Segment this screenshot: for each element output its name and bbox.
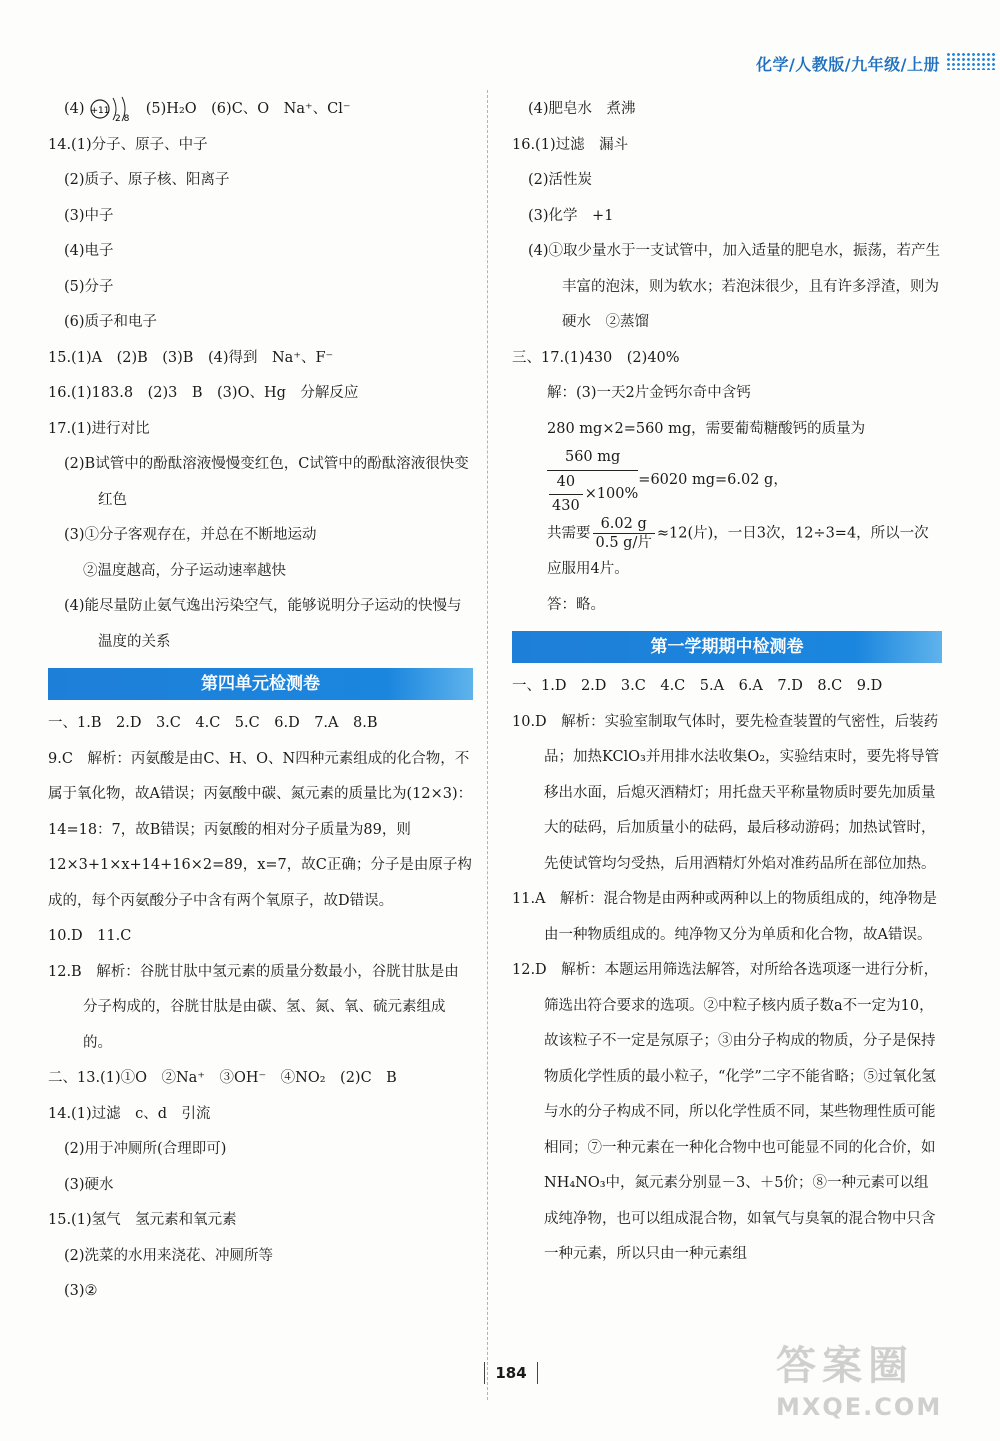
atom-nucleus-label: +11 [90, 106, 110, 116]
column-divider [487, 90, 488, 1400]
answer-line [48, 92, 473, 128]
answer-text: (5)H₂O (6)C、O Na⁺、Cl⁻ [145, 101, 351, 117]
answer-line: (4)肥皂水 煮沸 [528, 101, 636, 117]
answer-line: (2)质子、原子核、阳离子 [64, 172, 230, 188]
answer-line: 17.(1)进行对比 [48, 420, 150, 437]
answer-line: (4)①取少量水于一支试管中，加入适量的肥皂水，振荡，若产生丰富的泡沫，则为软水；若泡沫很少，且有许多浮渣，则为硬水 ②蒸馏 [528, 243, 941, 330]
answer-line: 10.D 11.C [48, 928, 132, 944]
left-column [48, 92, 473, 1310]
section-banner: 第一学期期中检测卷 [512, 631, 942, 663]
answer-line: 9.C 解析：丙氨酸是由C、H、O、N四种元素组成的化合物，不属于氧化物，故A错误；丙氨酸中碳、氮元素的质量比为(12×3)：14=18：7，故B错误；丙氨酸的相对分子质量为89，则12×3+1×x+14+16×2=89，x=7，故C正确；分子是由原子构成的，每个丙氨酸分子中含有两个氧原子，故D错误。 [48, 750, 473, 909]
answer-line: 11.A 解析：混合物是由两种或两种以上的物质组成的，纯净物是由一种物质组成的。纯净物又分为单质和化合物，故A错误。 [512, 891, 938, 943]
answer-line: 二、13.(1)①O ②Na⁺ ③OH⁻ ④NO₂ (2)C B [48, 1070, 397, 1086]
atom-shell-label: 2 8 [115, 114, 130, 124]
fraction-denominator: 0.5 g/片 [595, 535, 652, 551]
watermark-line: 答案圈 [776, 1343, 914, 1389]
answer-line: (3)② [64, 1283, 98, 1299]
answer-line: (3)①分子客观存在，并总在不断地运动 [64, 527, 317, 543]
answer-line: 14.(1)分子、原子、中子 [48, 136, 208, 153]
answer-line: 14.(1)过滤 c、d 引流 [48, 1105, 211, 1122]
answer-line: 12.B 解析：谷胱甘肽中氢元素的质量分数最小，谷胱甘肽是由分子构成的，谷胱甘肽是由碳、氢、氮、氧、硫元素组成的。 [48, 963, 459, 1051]
answer-line: 解：(3)一天2片金钙尔奇中含钙 [547, 385, 751, 401]
formula-line [512, 447, 942, 515]
answer-line: (5)分子 [64, 278, 114, 295]
answer-line: (4)电子 [64, 243, 114, 259]
fraction-numerator: 560 mg [547, 447, 638, 471]
answer-line [512, 515, 942, 588]
section-banner: 第四单元检测卷 [48, 668, 473, 700]
answer-text: ≈12(片)，一日3次，12÷3=4，所以一次应服用4片。 [547, 525, 929, 577]
answer-line: (3)硬水 [64, 1176, 114, 1193]
answer-line: (3)中子 [64, 207, 114, 224]
answer-line: 16.(1)183.8 (2)3 B (3)O、Hg 分解反应 [48, 385, 359, 401]
right-column [512, 92, 942, 1273]
answer-text: (4) [64, 101, 85, 117]
answer-line: 10.D 解析：实验室制取气体时，要先检查装置的气密性，后装药品；加热KClO₃并用排水法收集O₂，实验结束时，要先将导管移出水面，后熄灭酒精灯；用托盘天平称量物质时要先加质量大的砝码，后加质量小的砝码，最后移动游码；加热试管时，先使试管均匀受热，后用酒精灯外焰对准药品所在部位加热。 [512, 713, 940, 872]
answer-line: 16.(1)过滤 漏斗 [512, 136, 629, 153]
inner-denominator: 430 [552, 498, 580, 514]
answer-line: (2)用于冲厕所(合理即可) [64, 1141, 227, 1157]
percent-factor: ×100% [584, 486, 639, 502]
answer-line: 三、17.(1)430 (2)40% [512, 349, 680, 366]
answer-line: (2)洗菜的水用来浇花、冲厕所等 [64, 1247, 274, 1264]
tablet-fraction [593, 515, 655, 552]
answer-line: 280 mg×2=560 mg，需要葡萄糖酸钙的质量为 [547, 420, 866, 437]
watermark-line: MXQE.COM [776, 1393, 943, 1421]
header-dots-decoration [946, 52, 996, 70]
answer-line: 15.(1)A (2)B (3)B (4)得到 Na⁺、F⁻ [48, 349, 334, 366]
fraction-denominator [547, 471, 638, 515]
answer-line: (6)质子和电子 [64, 314, 158, 330]
answer-line: ②温度越高，分子运动速率越快 [83, 562, 286, 579]
answer-line: (3)化学 +1 [528, 207, 614, 224]
answer-line: 一、1.D 2.D 3.C 4.C 5.A 6.A 7.D 8.C 9.D [512, 678, 883, 694]
answer-line: (2)活性炭 [528, 172, 593, 188]
formula-result: =6020 mg=6.02 g， [638, 472, 788, 489]
answer-line: 12.D 解析：本题运用筛选法解答，对所给各选项逐一进行分析，筛选出符合要求的选项。②中粒子核内质子数a不一定为10，故该粒子不一定是氖原子；③由分子构成的物质，分子是保持物质化学性质的最小粒子，“化学”二字不能省略；⑤过氧化氢与水的分子构成不同，所以化学性质不同，某些物理性质可能相同；⑦一种元素在一种化合物中也可能显不同的化合价，如NH₄NO₃中，氮元素分别显－3、＋5价；⑧一种元素可以组成纯净物，也可以组成混合物，如氧气与臭氧的混合物中只含一种元素，所以只由一种元素组 [512, 962, 939, 1262]
header-title: 化学/人教版/九年级/上册 [755, 55, 940, 74]
page-number: 184 [484, 1362, 538, 1384]
sodium-atom-structure-icon [89, 94, 141, 124]
answer-line: (4)能尽量防止氨气逸出污染空气，能够说明分子运动的快慢与温度的关系 [64, 598, 462, 650]
answer-text: 共需要 [547, 525, 591, 542]
answer-line: (2)B试管中的酚酞溶液慢慢变红色，C试管中的酚酞溶液很快变红色 [64, 456, 469, 508]
answer-line: 15.(1)氢气 氢元素和氧元素 [48, 1212, 237, 1228]
answer-line: 答：略。 [547, 596, 605, 613]
answer-line: 一、1.B 2.D 3.C 4.C 5.C 6.D 7.A 8.B [48, 715, 378, 731]
fraction-numerator: 6.02 g [593, 515, 655, 534]
inner-fraction [549, 473, 583, 515]
watermark-logo [776, 1340, 986, 1432]
mass-fraction [547, 447, 638, 515]
inner-numerator: 40 [549, 473, 583, 495]
